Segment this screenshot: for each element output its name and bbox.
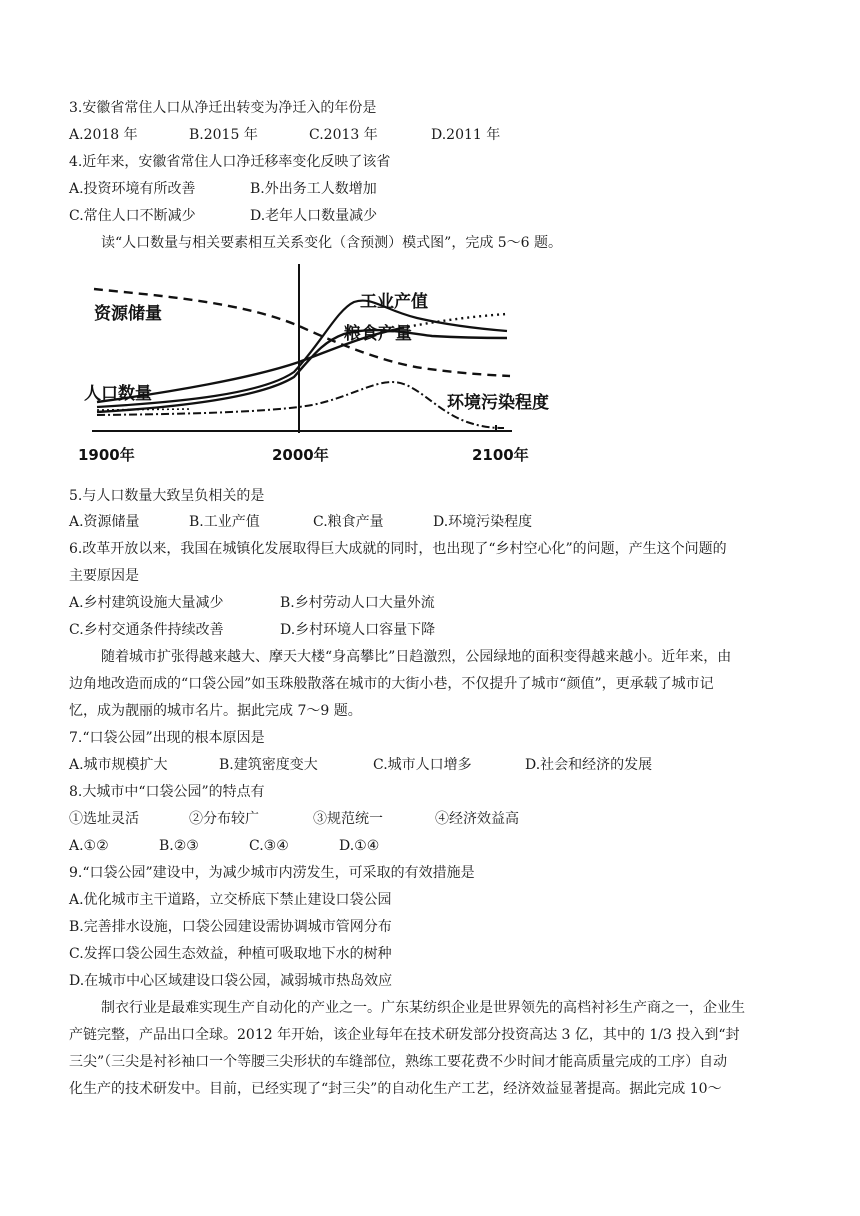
q3-option-c: C.2013 年: [309, 127, 378, 143]
q6-stem-line1: 6.改革开放以来，我国在城镇化发展取得巨大成就的同时，也出现了“乡村空心化”的问题，产生这个问题的: [69, 541, 727, 557]
q8-items: [69, 809, 519, 829]
passage-10-line3: 三尖”（三尖是衬衫袖口一个等腰三尖形状的车缝部位，熟练工要花费不少时间才能高质量完成的工序）自动: [69, 1054, 728, 1070]
q4-option-a: A.投资环境有所改善: [69, 181, 196, 197]
year-2000: 2000年: [272, 446, 329, 464]
q4-options-row2: [69, 206, 377, 226]
q4-option-d: D.老年人口数量减少: [250, 208, 378, 224]
population-factors-figure: [72, 262, 552, 470]
q3-stem: 3.安徽省常住人口从净迁出转变为净迁入的年份是: [69, 100, 377, 116]
q5-option-a: A.资源储量: [69, 514, 140, 530]
label-food: 粮食产量: [344, 324, 412, 344]
q6-option-b: B.乡村劳动人口大量外流: [280, 595, 435, 611]
q6-option-c: C.乡村交通条件持续改善: [69, 622, 224, 638]
q9-option-b: B.完善排水设施，口袋公园建设需协调城市管网分布: [69, 919, 392, 935]
year-2100: 2100年: [472, 446, 529, 464]
q8-option-a: A.①②: [69, 838, 109, 854]
q5-stem: 5.与人口数量大致呈负相关的是: [69, 488, 265, 504]
passage-7-9-line1: 随着城市扩张得越来越大、摩天大楼“身高攀比”日趋激烈，公园绿地的面积变得越来越小。近年来，由: [101, 649, 732, 665]
q7-option-d: D.社会和经济的发展: [525, 757, 653, 773]
q7-option-b: B.建筑密度变大: [219, 757, 318, 773]
label-population: 人口数量: [84, 384, 152, 404]
q5-option-b: B.工业产值: [189, 514, 260, 530]
q6-stem-line2: 主要原因是: [69, 568, 139, 584]
q4-stem: 4.近年来，安徽省常住人口净迁移率变化反映了该省: [69, 154, 391, 170]
q4-option-b: B.外出务工人数增加: [250, 181, 377, 197]
q8-item-4: ④经济效益高: [435, 811, 519, 827]
q7-option-a: A.城市规模扩大: [69, 757, 168, 773]
q6-options-row2: [69, 620, 435, 640]
passage-7-9-line3: 忆，成为靓丽的城市名片。据此完成 7～9 题。: [69, 703, 362, 719]
q8-option-c: C.③④: [249, 838, 289, 854]
q9-option-d: D.在城市中心区域建设口袋公园，减弱城市热岛效应: [69, 973, 393, 989]
q8-option-d: D.①④: [339, 838, 380, 854]
q8-item-1: ①选址灵活: [69, 811, 139, 827]
q3-option-d: D.2011 年: [431, 127, 501, 143]
passage-10-line1: 制衣行业是最难实现生产自动化的产业之一。广东某纺织企业是世界领先的高档衬衫生产商之一，企业生: [101, 1000, 745, 1016]
q3-options: [69, 125, 500, 145]
label-resources: 资源储量: [94, 304, 162, 324]
q9-option-a: A.优化城市主干道路，立交桥底下禁止建设口袋公园: [69, 892, 392, 908]
q5-options: [69, 512, 532, 532]
year-1900: 1900年: [78, 446, 135, 464]
passage-10-line4: 化生产的技术研发中。目前，已经实现了“封三尖”的自动化生产工艺，经济效益显著提高。据此完成 10～: [69, 1081, 722, 1097]
passage-10-line2: 产链完整，产品出口全球。2012 年开始，该企业每年在技术研发部分投资高达 3 亿，其中的 1/3 投入到“封: [69, 1027, 740, 1043]
q8-item-2: ②分布较广: [189, 811, 259, 827]
q8-item-3: ③规范统一: [313, 811, 383, 827]
q4-options-row1: [69, 179, 377, 199]
q8-option-b: B.②③: [159, 838, 199, 854]
pollution-curve: [97, 382, 504, 428]
q5-option-d: D.环境污染程度: [433, 514, 533, 530]
q9-stem: 9.“口袋公园”建设中，为减少城市内涝发生，可采取的有效措施是: [69, 865, 475, 881]
label-industry: 工业产值: [360, 292, 428, 312]
q4-option-c: C.常住人口不断减少: [69, 208, 196, 224]
q6-options-row1: [69, 593, 435, 613]
q3-option-b: B.2015 年: [189, 127, 258, 143]
q5-option-c: C.粮食产量: [313, 514, 384, 530]
q8-stem: 8.大城市中“口袋公园”的特点有: [69, 784, 265, 800]
passage-7-9-line2: 边角地改造而成的“口袋公园”如玉珠般散落在城市的大街小巷，不仅提升了城市“颜值”，更承载了城市记: [69, 676, 714, 692]
q9-option-c: C.发挥口袋公园生态效益，种植可吸取地下水的树种: [69, 946, 392, 962]
q6-option-a: A.乡村建筑设施大量减少: [69, 595, 224, 611]
intro-5-6: 读“人口数量与相关要素相互关系变化（含预测）模式图”，完成 5～6 题。: [101, 235, 563, 251]
q7-options: [69, 755, 652, 775]
q7-stem: 7.“口袋公园”出现的根本原因是: [69, 730, 265, 746]
label-pollution: 环境污染程度: [447, 393, 549, 413]
q6-option-d: D.乡村环境人口容量下降: [280, 622, 436, 638]
q8-options: [69, 836, 379, 856]
q7-option-c: C.城市人口增多: [373, 757, 472, 773]
q3-option-a: A.2018 年: [69, 127, 138, 143]
